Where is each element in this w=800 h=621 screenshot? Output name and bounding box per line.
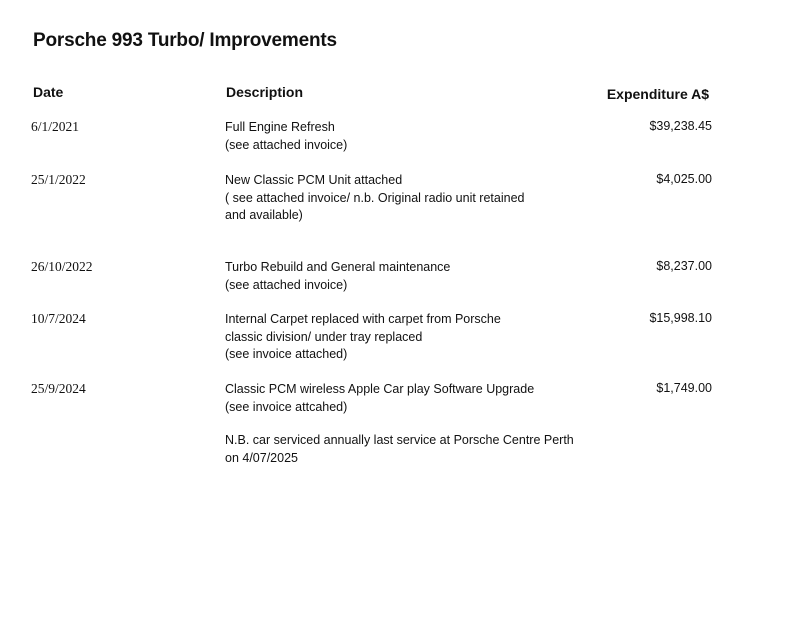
row-date: 26/10/2022 [31,259,93,274]
description-line: (see invoice attcahed) [225,399,348,414]
column-header-expenditure: Expenditure A$ [606,86,709,102]
description-line: and available) [225,208,303,222]
description-line: (see attached invoice) [225,277,348,292]
row-amount: $4,025.00 [656,172,712,186]
row-date: 6/1/2021 [31,119,80,134]
description-line: Classic PCM wireless Apple Car play Software Upgrade [225,382,535,396]
service-note [225,432,574,467]
document-title: Porsche 993 Turbo/ Improvements [33,30,337,51]
note-line: N.B. car serviced annually last service at Porsche Centre Perth [225,433,574,447]
row-description [225,381,615,416]
description-line: (see attached invoice) [225,137,348,152]
row-description [225,311,615,364]
description-line: Full Engine Refresh [225,120,335,134]
description-line: Turbo Rebuild and General maintenance [225,260,451,274]
row-amount: $1,749.00 [656,381,712,395]
row-description [225,172,615,225]
row-date: 25/1/2022 [31,172,86,187]
column-header-description: Description [226,84,304,100]
description-line: Internal Carpet replaced with carpet from Porsche [225,312,501,326]
row-date: 10/7/2024 [31,311,86,326]
column-header-date: Date [33,84,64,100]
note-line: on 4/07/2025 [225,450,298,465]
row-amount: $8,237.00 [656,259,712,273]
row-description [225,119,615,154]
description-line: (see invoice attached) [225,347,348,361]
row-date: 25/9/2024 [31,381,86,396]
description-line: classic division/ under tray replaced [225,329,423,344]
description-line: ( see attached invoice/ n.b. Original radio unit retained [225,190,525,205]
row-amount: $15,998.10 [649,311,712,325]
description-line: New Classic PCM Unit attached [225,173,403,187]
row-description [225,259,615,294]
row-amount: $39,238.45 [649,119,712,133]
